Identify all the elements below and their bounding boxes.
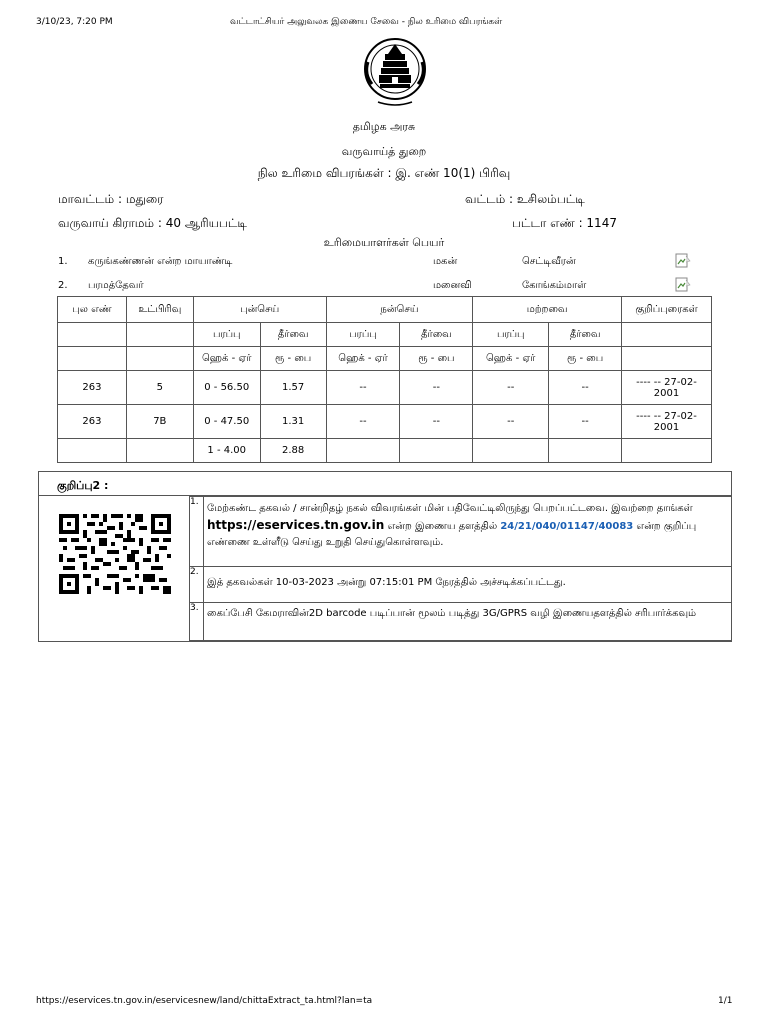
- owner-relation: மனைவி: [433, 280, 472, 291]
- table-row: [58, 371, 712, 405]
- table-subheader-row: [58, 323, 712, 347]
- header-tax: தீர்வை: [400, 323, 473, 347]
- table-header-row: [58, 297, 712, 323]
- header-area-unit: ஹெக் - ஏர்: [193, 347, 260, 371]
- notes-list: [189, 496, 732, 641]
- header-area: பரப்பு: [193, 323, 260, 347]
- header-subdivision: உட்பிரிவு: [126, 297, 193, 323]
- print-page-title: வட்டாட்சியர் அலுவலக இணைய சேவை - நில உரிமை விபரங்கள்: [230, 17, 503, 27]
- header-survey-no: புல எண்: [58, 297, 127, 323]
- table-row: [58, 405, 712, 439]
- header-tax-unit: ரூ - பை: [549, 347, 622, 371]
- table-unit-row: [58, 347, 712, 371]
- owner-relative: கோங்கம்மாள்: [522, 280, 587, 291]
- dry-area-cell: 0 - 47.50: [193, 405, 260, 439]
- subdivision-cell: 5: [126, 371, 193, 405]
- dry-area-cell: 0 - 56.50: [193, 371, 260, 405]
- notes-heading: குறிப்பு2 :: [57, 479, 109, 492]
- wet-tax-cell: --: [400, 371, 473, 405]
- subdivision-cell: 7B: [126, 405, 193, 439]
- eservices-link[interactable]: https://eservices.tn.gov.in: [207, 518, 385, 532]
- district-label: மாவட்டம் : மதுரை: [58, 192, 164, 206]
- broken-image-icon: [675, 277, 691, 293]
- print-footer-url: https://eservices.tn.gov.in/eservicesnew/land/chittaExtract_ta.html?lan=ta: [36, 996, 373, 1006]
- total-dry-tax-cell: 2.88: [260, 439, 326, 463]
- note-text: கைப்பேசி கேமராவின்2D barcode படிப்பான் மூலம் படித்து 3G/GPRS வழி இணையதளத்தில் சரிபார்க்கவும்: [204, 603, 732, 641]
- header-area: பரப்பு: [326, 323, 400, 347]
- patta-number: பட்டா எண் : 1147: [512, 216, 617, 230]
- note-index: 1.: [190, 497, 204, 567]
- owner-index: 1.: [58, 256, 68, 267]
- header-tax: தீர்வை: [260, 323, 326, 347]
- owner-name: கருங்கண்ணன் என்ற மாயாண்டி: [88, 256, 233, 267]
- tamilnadu-emblem-icon: [350, 36, 440, 110]
- owner-name: பரமத்தேவர்: [88, 280, 144, 291]
- header-tax: தீர்வை: [549, 323, 622, 347]
- total-dry-area-cell: 1 - 4.00: [193, 439, 260, 463]
- survey-no-cell: 263: [58, 371, 127, 405]
- taluk-label: வட்டம் : உசிலம்பட்டி: [465, 192, 585, 206]
- note-text: மேற்கண்ட தகவல் / சான்றிதழ் நகல் விவரங்கள் மின் பதிவேட்டிலிருந்து பெறப்பட்டவை. இவற்றை தாங்கள் https://eservices.tn.gov.in என்ற இணைய தளத்தில் 24/21/040/01147/40083 என்ற குறிப்பு எண்ணை உள்ளீடு செய்து உறுதி செய்துகொள்ளவும்.: [204, 497, 732, 567]
- header-area-unit: ஹெக் - ஏர்: [473, 347, 549, 371]
- village-label: வருவாய் கிராமம் : 40 ஆரியபட்டி: [58, 216, 247, 230]
- dry-tax-cell: 1.31: [260, 405, 326, 439]
- survey-no-cell: 263: [58, 405, 127, 439]
- table-total-row: [58, 439, 712, 463]
- wet-tax-cell: --: [400, 405, 473, 439]
- other-area-cell: --: [473, 371, 549, 405]
- owner-relation: மகன்: [433, 256, 458, 267]
- remarks-cell: ---- -- 27-02-2001: [622, 371, 712, 405]
- notes-section: [38, 471, 732, 642]
- list-item: [190, 567, 732, 603]
- other-area-cell: --: [473, 405, 549, 439]
- remarks-cell: ---- -- 27-02-2001: [622, 405, 712, 439]
- reference-number-link[interactable]: 24/21/040/01147/40083: [500, 521, 634, 532]
- header-area-unit: ஹெக் - ஏர்: [326, 347, 400, 371]
- note-index: 2.: [190, 567, 204, 603]
- other-tax-cell: --: [549, 405, 622, 439]
- header-tax-unit: ரூ - பை: [260, 347, 326, 371]
- note-index: 3.: [190, 603, 204, 641]
- header-other-land: மற்றவை: [473, 297, 622, 323]
- note-text: இத் தகவல்கள் 10-03-2023 அன்று 07:15:01 PM நேரத்தில் அச்சடிக்கப்பட்டது.: [204, 567, 732, 603]
- header-remarks: குறிப்புரைகள்: [622, 297, 712, 323]
- header-tax-unit: ரூ - பை: [400, 347, 473, 371]
- wet-area-cell: --: [326, 405, 400, 439]
- broken-image-icon: [675, 253, 691, 269]
- government-name: தமிழக அரசு: [352, 120, 416, 133]
- print-datetime: 3/10/23, 7:20 PM: [36, 17, 113, 27]
- qr-code-icon: [59, 514, 171, 594]
- dry-tax-cell: 1.57: [260, 371, 326, 405]
- list-item: [190, 497, 732, 567]
- owner-index: 2.: [58, 280, 68, 291]
- owners-heading: உரிமையாளர்கள் பெயர்: [323, 236, 445, 249]
- print-page-number: 1/1: [718, 996, 733, 1006]
- department-name: வருவாய்த் துறை: [341, 145, 427, 158]
- list-item: [190, 603, 732, 641]
- header-wet-land: நன்செய்: [326, 297, 473, 323]
- other-tax-cell: --: [549, 371, 622, 405]
- owner-relative: செட்டிவீரன்: [522, 256, 576, 267]
- document-title: நில உரிமை விபரங்கள் : இ. எண் 10(1) பிரிவு: [257, 166, 511, 180]
- wet-area-cell: --: [326, 371, 400, 405]
- header-area: பரப்பு: [473, 323, 549, 347]
- land-details-table: [57, 296, 712, 463]
- header-dry-land: புன்செய்: [193, 297, 326, 323]
